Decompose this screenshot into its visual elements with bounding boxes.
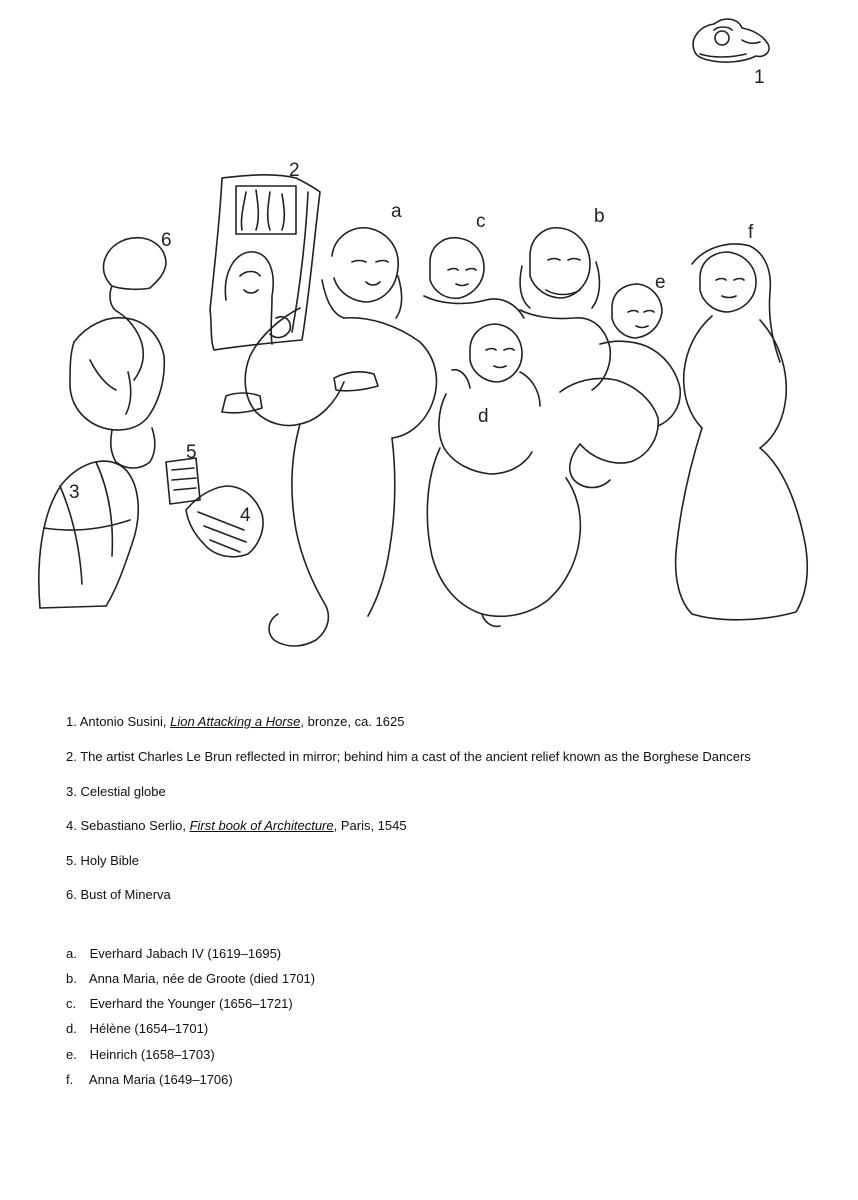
label-f: f [748,222,754,243]
legend-object-5: 5. Holy Bible [66,853,139,868]
legend-figure-c: c. Everhard the Younger (1656–1721) [66,996,293,1011]
label-b: b [594,206,605,227]
label-a: a [391,201,402,222]
legend-figure-d: d. Hélène (1654–1701) [66,1021,209,1036]
legend-object-6: 6. Bust of Minerva [66,887,171,902]
legend-object-1: 1. Antonio Susini, Lion Attacking a Horse, bronze, ca. 1625 [66,714,405,729]
label-5: 5 [186,442,197,463]
figure-a-sketch [222,228,436,646]
label-1: 1 [754,67,765,88]
legend-object-2: 2. The artist Charles Le Brun reflected in mirror; behind him a cast of the ancient relief known as the Borghese Dancers [66,749,751,764]
label-6: 6 [161,230,172,251]
legend-figure-b: b. Anna Maria, née de Groote (died 1701) [66,971,316,986]
label-d: d [478,406,489,427]
lion-sculpture-sketch [693,19,769,62]
figure-c-sketch [424,238,524,318]
label-3: 3 [69,482,80,503]
celestial-globe-sketch [39,461,138,608]
figure-e-sketch [560,284,680,488]
figure-f-sketch [676,244,808,620]
figure-b-sketch [520,228,610,390]
figure-d-sketch [427,324,580,626]
legend-figure-a: a. Everhard Jabach IV (1619–1695) [66,946,282,961]
minerva-bust-sketch [70,238,166,468]
legend-figure-f: f. Anna Maria (1649–1706) [66,1072,233,1087]
label-c: c [476,211,486,232]
legend-figure-e: e. Heinrich (1658–1703) [66,1047,215,1062]
label-e: e [655,272,666,293]
label-4: 4 [240,505,251,526]
legend-object-3: 3. Celestial globe [66,784,166,799]
mirror-sketch [210,175,320,350]
legend-object-4: 4. Sebastiano Serlio, First book of Architecture, Paris, 1545 [66,818,407,833]
label-2: 2 [289,160,300,181]
